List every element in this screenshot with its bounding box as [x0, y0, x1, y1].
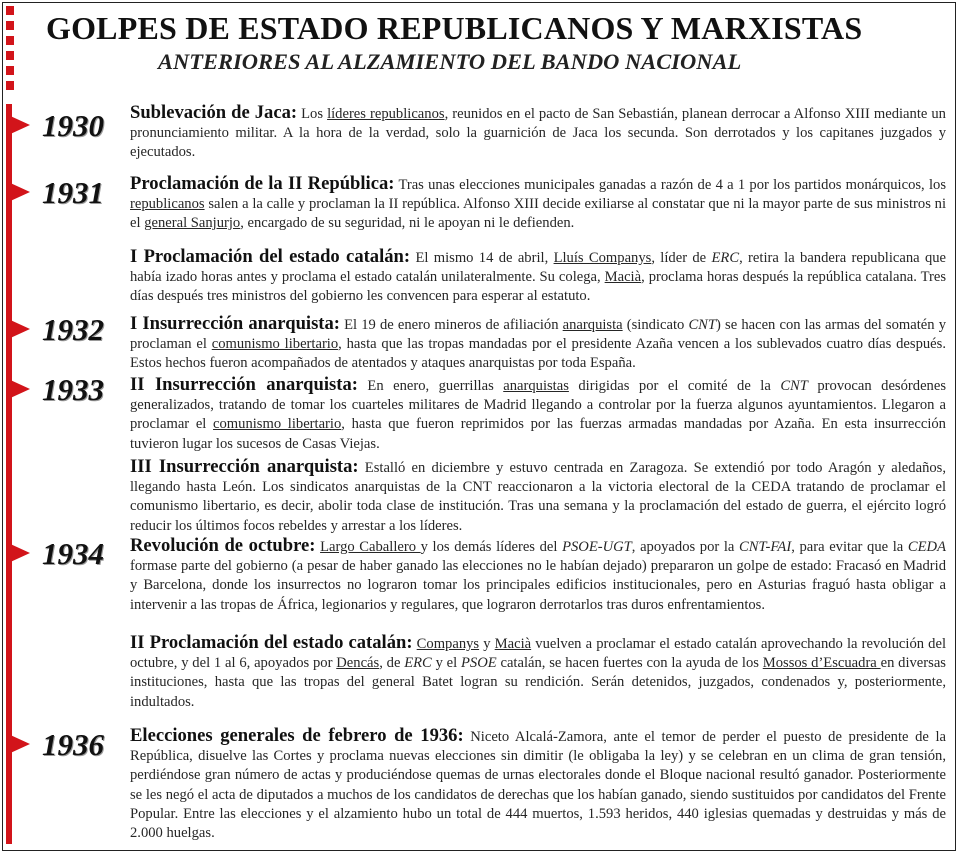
- entry-text: ERC: [711, 250, 740, 266]
- entry-text: , hasta que fueron reprimidos por las fuerzas armadas mandadas por Azaña. En esta insurrección tuvieron lugar los sucesos de Casas Viejas.: [130, 416, 946, 452]
- entry-proclamacion-republica: [130, 174, 946, 234]
- year-label: 1934: [42, 536, 104, 571]
- entry-text: (sindicato: [622, 317, 689, 333]
- entry-link[interactable]: anarquistas: [503, 378, 569, 394]
- entry-heading: Sublevación de Jaca:: [130, 102, 298, 123]
- entry-link[interactable]: comunismo libertario: [211, 336, 339, 353]
- entry-text: El 19 de enero mineros de afiliación: [340, 317, 563, 333]
- entry-text: Tras unas elecciones municipales ganadas a razón de 4 a 1 por los partidos monárquicos, los: [394, 177, 946, 193]
- entry-text: , líder de: [651, 250, 712, 266]
- entry-link[interactable]: Mossos d’Escuadra: [762, 655, 881, 672]
- entry-text: , apoyados por la: [631, 539, 740, 555]
- entry-sublevacion-jaca: [130, 103, 946, 163]
- entry-link[interactable]: general Sanjurjo: [144, 215, 241, 232]
- entry-heading: II Proclamación del estado catalán:: [130, 632, 413, 653]
- entry-text: dirigidas por el comité de la: [568, 378, 781, 394]
- entry-text: CNT: [780, 378, 808, 394]
- entry-link[interactable]: Lluís Companys: [553, 250, 652, 266]
- entry-link[interactable]: Largo Caballero: [320, 539, 421, 555]
- entry-text: catalán, se hacen fuertes con la ayuda de los: [496, 655, 763, 672]
- entry-link[interactable]: anarquista: [562, 317, 623, 333]
- timeline-arrow-icon: [6, 733, 30, 755]
- entry-heading: III Insurrección anarquista:: [130, 456, 359, 477]
- entry-text: y los demás líderes del: [420, 539, 563, 555]
- timeline-arrow-icon: [6, 378, 30, 400]
- timeline-arrow-icon: [6, 318, 30, 340]
- entry-text: Los: [297, 106, 328, 122]
- entry-text: ERC: [404, 655, 432, 672]
- entry-text: Niceto Alcalá-Zamora, ante el temor de perder el puesto de presidente de la República, disuelve las Cortes y proclama nuevas elecciones sin dimitir (le obligaba la ley) y se celebran en un clima de gran tensión, perdiéndose gran número de actas y produciéndose quemas de urnas electorales donde el Bloque nacional resultó ganador. Posteriormente se les negó el acta de diputados a muchos de los candidatos de derechas que los habían ganado, siendo sustituidos por candidatos del Frente Popular. Entre las elecciones y el alzamiento hubo un total de 444 muertos, 1.593 heridos, 440 iglesias quemadas y destruidas y más de 2.000 huelgas.: [130, 729, 946, 842]
- decorative-dashes: [6, 6, 14, 94]
- year-label: 1931: [42, 175, 104, 210]
- year-label: 1936: [42, 727, 104, 762]
- entry-text: , de: [379, 655, 405, 672]
- timeline-arrow-icon: [6, 181, 30, 203]
- entry-text: PSOE: [461, 655, 497, 672]
- entry-heading: I Proclamación del estado catalán:: [130, 246, 411, 267]
- entry-link[interactable]: republicanos: [130, 196, 205, 213]
- page-title: GOLPES DE ESTADO REPUBLICANOS Y MARXISTAS: [46, 10, 863, 46]
- entry-link[interactable]: Companys: [416, 636, 480, 652]
- entry-heading: II Insurrección anarquista:: [130, 374, 358, 395]
- entry-ii-insurreccion: [130, 375, 946, 454]
- entry-ii-estado-catalan: [130, 633, 946, 712]
- entry-heading: Proclamación de la II República:: [130, 173, 395, 194]
- entry-iii-insurreccion: [130, 457, 946, 536]
- entry-text: , para evitar que la: [791, 539, 908, 555]
- entry-i-estado-catalan: [130, 247, 946, 307]
- entry-text: CNT-FAI: [739, 539, 792, 555]
- timeline-arrow-icon: [6, 114, 30, 136]
- entry-text: En enero, guerrillas: [357, 378, 504, 394]
- entry-text: CEDA: [907, 539, 946, 555]
- entry-text: , reunidos en el pacto de San Sebastián, planean derrocar a Alfonso XIII mediante un pronunciamiento militar. A la hora de la verdad, solo la guarnición de Jaca los secunda. Son derrotados y los capitanes juzgados y ejecutados.: [130, 106, 946, 161]
- entry-link[interactable]: Macià: [604, 269, 642, 286]
- entry-link[interactable]: Macià: [494, 636, 532, 652]
- entry-text: , encargado de su seguridad, ni le apoyan ni le defienden.: [240, 215, 575, 232]
- year-label: 1932: [42, 312, 104, 347]
- entry-text: CNT: [688, 317, 717, 333]
- year-label: 1930: [42, 108, 104, 143]
- entry-text: y el: [431, 655, 462, 672]
- entry-heading: I Insurrección anarquista:: [130, 313, 340, 334]
- entry-heading: Revolución de octubre:: [130, 535, 316, 556]
- entry-text: y: [479, 636, 495, 652]
- entry-link[interactable]: Dencás: [336, 655, 380, 672]
- entry-heading: Elecciones generales de febrero de 1936:: [130, 725, 464, 746]
- entry-text: PSOE-UGT: [562, 539, 632, 555]
- entry-link[interactable]: comunismo libertario: [213, 416, 342, 433]
- entry-text: vuelven a proclamar el estado catalán aprovechando la revolución del octubre, y del 1 al 6, apoyados por: [130, 636, 947, 672]
- entry-text: formase parte del gobierno (a pesar de haber ganado las elecciones no le habían dejado) prepararon un golpe de estado: Fracasó en Madrid y Barcelona, donde los insurrectos no lograron tomar los principales edificios institucionales, pero en Asturias fraguó hasta obligar a intervenir a las tropas de África, legionarios y regulares, que lograron derrotarlos tras duros enfrentamientos.: [130, 558, 946, 613]
- entry-elecciones-1936: [130, 726, 946, 843]
- entry-text: ) se hacen con las armas del somatén y proclaman el: [130, 317, 946, 353]
- entry-text: , retira la bandera republicana que había izado horas antes y proclama el estado catalán unilateralmente. Su colega,: [130, 250, 947, 286]
- entry-revolucion-octubre: [130, 536, 946, 615]
- year-label: 1933: [42, 372, 104, 407]
- timeline-arrow-icon: [6, 542, 30, 564]
- entry-text: en diversas instituciones, hasta que las tropas del general Batet logran su rendición. Serán detenidos, juzgados, condenados y, posteriormente, indultados.: [130, 655, 946, 710]
- entry-link[interactable]: líderes republicanos: [327, 106, 445, 122]
- entry-text: , proclama horas después la república catalana. Tres días después tres ministros del gobierno les convencen para esperar al estatuto.: [130, 269, 947, 305]
- page-subtitle: ANTERIORES AL ALZAMIENTO DEL BANDO NACIONAL: [158, 49, 742, 74]
- entry-text: Estalló en diciembre y estuvo centrada en Zaragoza. Se extendió por todo Aragón y aledaños, llegando hasta León. Los sindicatos anarquistas de la CNT reaccionaron a la victoria electoral de la CEDA tratando de proclamar el comunismo libertario, es decir, abolir toda clase de institución. Tras una semana y la proclamación del estado de guerra, el ejército logró reducir los últimos focos rebeldes y arrestar a los líderes.: [130, 460, 946, 534]
- entry-text: provocan desórdenes generalizados, tratando de tomar los cuarteles militares de Madrid llegando a controlar por la fuerza algunos ayuntamientos. Llegaron a proclamar el: [130, 378, 946, 433]
- entry-text: El mismo 14 de abril,: [410, 250, 554, 266]
- entry-text: salen a la calle y proclaman la II república. Alfonso XIII decide exiliarse al constatar que ni la mayor parte de sus ministros ni el: [130, 196, 946, 232]
- entry-i-insurreccion: [130, 314, 946, 374]
- entry-text: , hasta que las tropas mandadas por el presidente Azaña vencen a los sublevados cuatro días después. Estos hechos fueron acompañados de atentados y ataques anarquistas por toda España.: [130, 336, 946, 372]
